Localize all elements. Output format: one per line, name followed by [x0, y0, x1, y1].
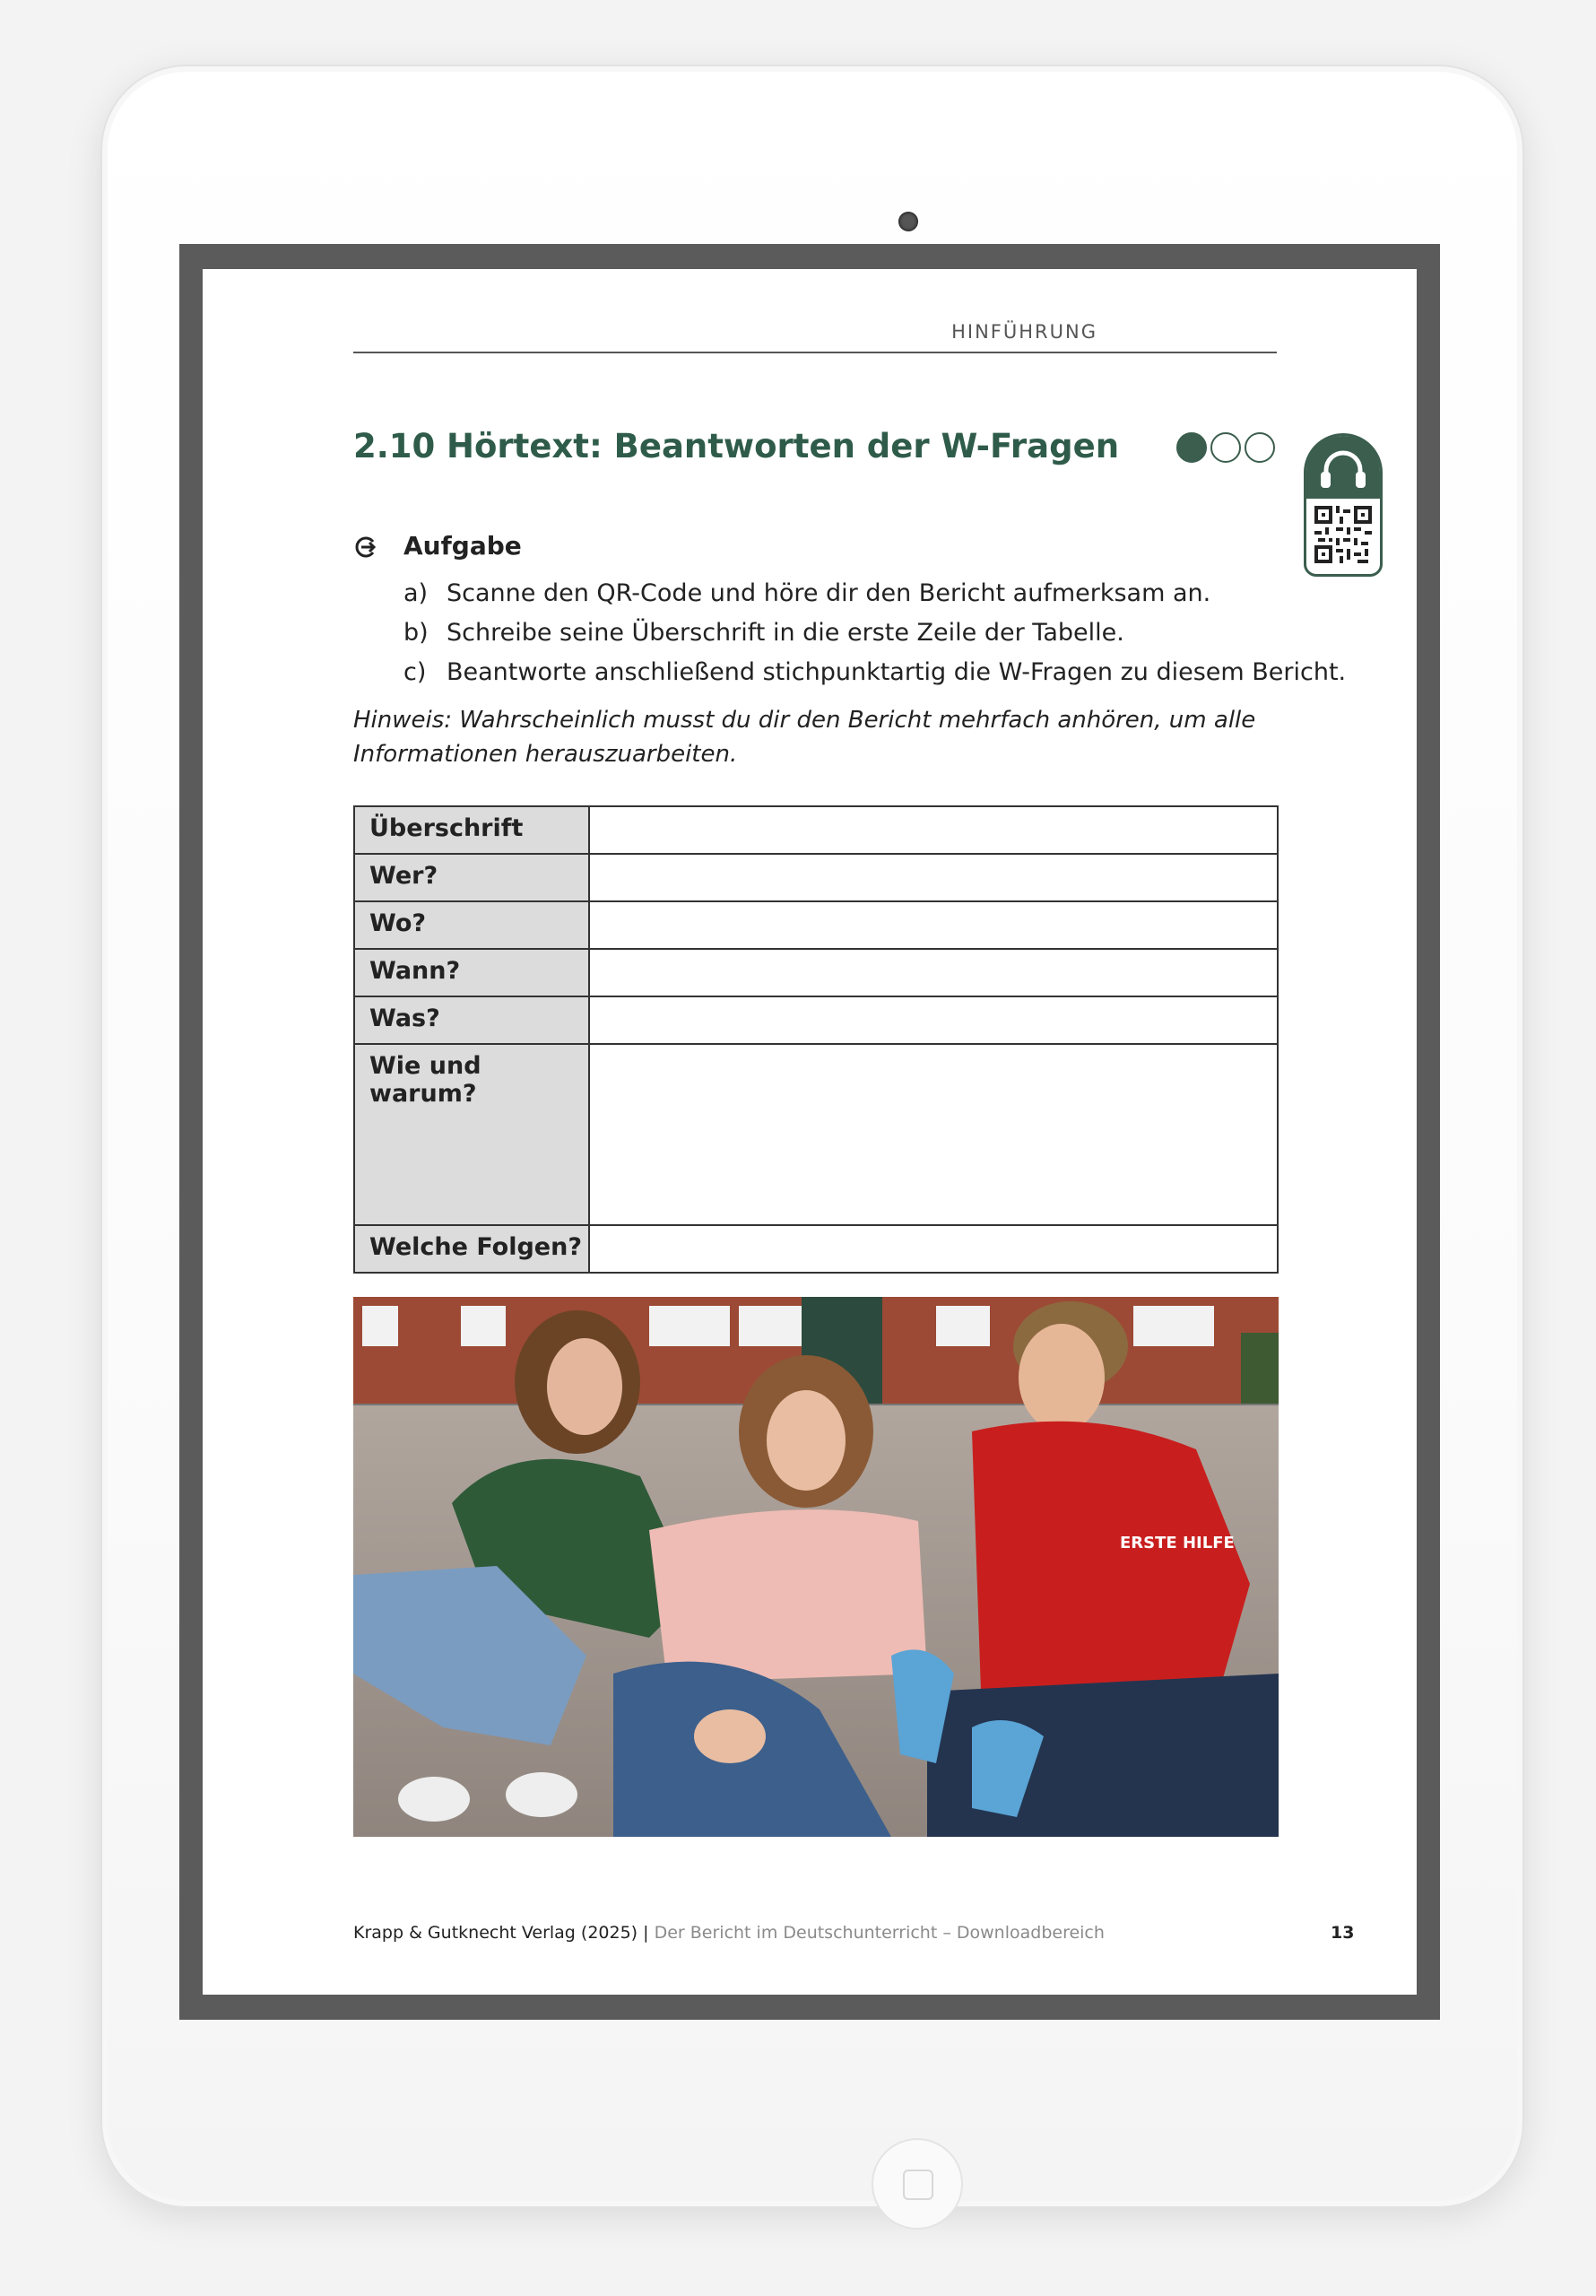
- answer-cell[interactable]: [589, 1044, 1278, 1225]
- camera-dot: [898, 212, 918, 231]
- photo-illustration: [353, 1297, 1279, 1837]
- hint-text: Hinweis: Wahrscheinlich musst du dir den Bericht mehrfach anhören, um alle Informationen herauszuarbeiten.: [353, 707, 1256, 768]
- document-screen: [203, 269, 1417, 1995]
- arrow-right-circle-icon: [353, 535, 378, 560]
- table-row: [354, 854, 1278, 901]
- difficulty-dot: [1176, 432, 1207, 463]
- table-row: [354, 806, 1278, 854]
- shirt-text: ERSTE HILFE: [1120, 1534, 1235, 1552]
- row-label: Wie und warum?: [354, 1044, 589, 1225]
- row-label: Wer?: [354, 854, 589, 901]
- title-number: 2.10: [353, 427, 436, 465]
- footer-book: Der Bericht im Deutschunterricht – Downloadbereich: [654, 1923, 1105, 1943]
- task-text: Beantworte anschließend stichpunktartig die W-Fragen zu diesem Bericht.: [447, 658, 1347, 686]
- page-number: 13: [1331, 1923, 1355, 1943]
- task-text: Scanne den QR-Code und höre dir den Bericht aufmerksam an.: [447, 579, 1211, 607]
- audio-qr-badge[interactable]: [1304, 433, 1383, 577]
- task-label: Aufgabe: [403, 531, 522, 561]
- task-item: [403, 658, 1346, 686]
- w-questions-table: [353, 805, 1279, 1274]
- task-letter: b): [403, 619, 429, 647]
- table-row: [354, 1044, 1278, 1225]
- title-text: Hörtext: Beantworten der W-Fragen: [447, 427, 1120, 465]
- header-rule: [353, 352, 1277, 353]
- answer-cell[interactable]: [589, 806, 1278, 854]
- answer-cell[interactable]: [589, 949, 1278, 996]
- answer-cell[interactable]: [589, 901, 1278, 949]
- table-row: [354, 949, 1278, 996]
- difficulty-dot: [1210, 432, 1241, 463]
- section-label: HINFÜHRUNG: [951, 321, 1097, 343]
- answer-cell[interactable]: [589, 1225, 1278, 1273]
- answer-cell[interactable]: [589, 996, 1278, 1044]
- row-label: Wo?: [354, 901, 589, 949]
- row-label: Was?: [354, 996, 589, 1044]
- table-row: [354, 901, 1278, 949]
- document-page: [203, 269, 1417, 1995]
- difficulty-indicator: [1176, 432, 1279, 465]
- task-item: [403, 579, 1210, 607]
- headphones-icon: [1306, 436, 1380, 499]
- task-letter: c): [403, 658, 427, 686]
- table-row: [354, 1225, 1278, 1273]
- qr-code-icon[interactable]: [1314, 506, 1372, 563]
- task-text: Schreibe seine Überschrift in die erste Zeile der Tabelle.: [447, 619, 1124, 647]
- first-aid-photo: [353, 1297, 1279, 1837]
- row-label: Überschrift: [354, 806, 589, 854]
- difficulty-dot: [1245, 432, 1275, 463]
- row-label: Welche Folgen?: [354, 1225, 589, 1273]
- home-button[interactable]: [872, 2138, 963, 2230]
- task-letter: a): [403, 579, 429, 607]
- footer-source: [353, 1923, 1105, 1943]
- footer-publisher: Krapp & Gutknecht Verlag (2025) |: [353, 1923, 649, 1943]
- answer-cell[interactable]: [589, 854, 1278, 901]
- task-item: [403, 619, 1124, 647]
- table-row: [354, 996, 1278, 1044]
- row-label: Wann?: [354, 949, 589, 996]
